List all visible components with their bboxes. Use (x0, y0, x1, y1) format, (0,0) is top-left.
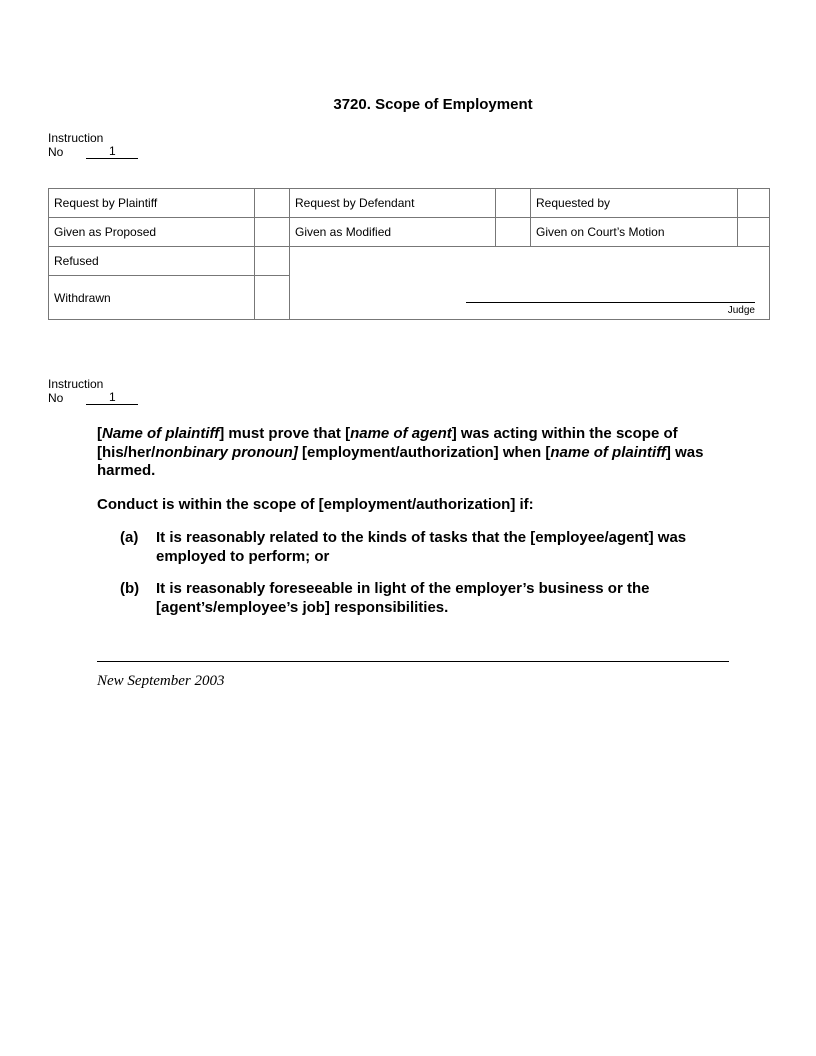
given-on-courts-motion-label: Given on Court’s Motion (531, 218, 738, 247)
text-fragment: ] was harmed. (97, 443, 704, 479)
instruction-number-block-top (48, 131, 138, 159)
list-item-label: (a) (120, 529, 139, 546)
given-as-modified-label: Given as Modified (290, 218, 496, 247)
list-item (97, 529, 737, 566)
withdrawn-label: Withdrawn (49, 276, 255, 320)
no-label: No (48, 145, 64, 159)
text-fragment: [ (97, 425, 102, 442)
placeholder-name-of-plaintiff: name of plaintiff (550, 443, 666, 461)
text-fragment: ] must prove that [ (219, 425, 351, 442)
requested-by-box[interactable] (738, 189, 770, 218)
refused-label: Refused (49, 247, 255, 276)
history-note: New September 2003 (97, 673, 225, 689)
instruction-list (97, 529, 737, 617)
given-as-modified-box[interactable] (496, 218, 531, 247)
withdrawn-box[interactable] (255, 276, 290, 320)
judge-signature-line[interactable] (466, 302, 755, 303)
requested-by-label: Requested by (531, 189, 738, 218)
instruction-paragraph-1 (97, 425, 737, 481)
divider (97, 661, 729, 662)
given-as-proposed-box[interactable] (255, 218, 290, 247)
placeholder-name-of-agent: name of agent (350, 425, 452, 442)
placeholder-nonbinary-pronoun: nonbinary pronoun] (155, 443, 298, 461)
instruction-label: Instruction (48, 131, 104, 145)
judge-label: Judge (727, 305, 755, 316)
request-by-defendant-box[interactable] (496, 189, 531, 218)
list-item-label: (b) (120, 580, 140, 597)
instruction-number-block-bottom (48, 377, 138, 405)
request-table (48, 188, 770, 320)
request-by-defendant-label: Request by Defendant (290, 189, 496, 218)
placeholder-name-of-plaintiff: Name of plaintiff (102, 425, 220, 442)
instruction-number: 1 (86, 391, 138, 405)
request-by-plaintiff-label: Request by Plaintiff (49, 189, 255, 218)
given-as-proposed-label: Given as Proposed (49, 218, 255, 247)
text-fragment: ] was acting within the scope of [his/her/ (97, 425, 678, 461)
instruction-number: 1 (86, 145, 138, 159)
instruction-body (97, 425, 737, 631)
text-fragment: [employment/authorization] when [ (297, 443, 551, 461)
given-on-courts-motion-box[interactable] (738, 218, 770, 247)
list-item-text: It is reasonably related to the kinds of tasks that the [employee/agent] was employed to perform; or (156, 529, 687, 565)
page-title: 3720. Scope of Employment (333, 96, 533, 113)
instruction-paragraph-2: Conduct is within the scope of [employment/authorization] if: (97, 495, 534, 513)
request-by-plaintiff-box[interactable] (255, 189, 290, 218)
refused-box[interactable] (255, 247, 290, 276)
instruction-label: Instruction (48, 377, 104, 391)
no-label: No (48, 391, 64, 405)
list-item-text: It is reasonably foreseeable in light of the employer’s business or the [agent’s/employee’s job] responsibilities. (156, 580, 650, 616)
list-item (97, 580, 737, 617)
judge-signature-area (290, 247, 770, 320)
